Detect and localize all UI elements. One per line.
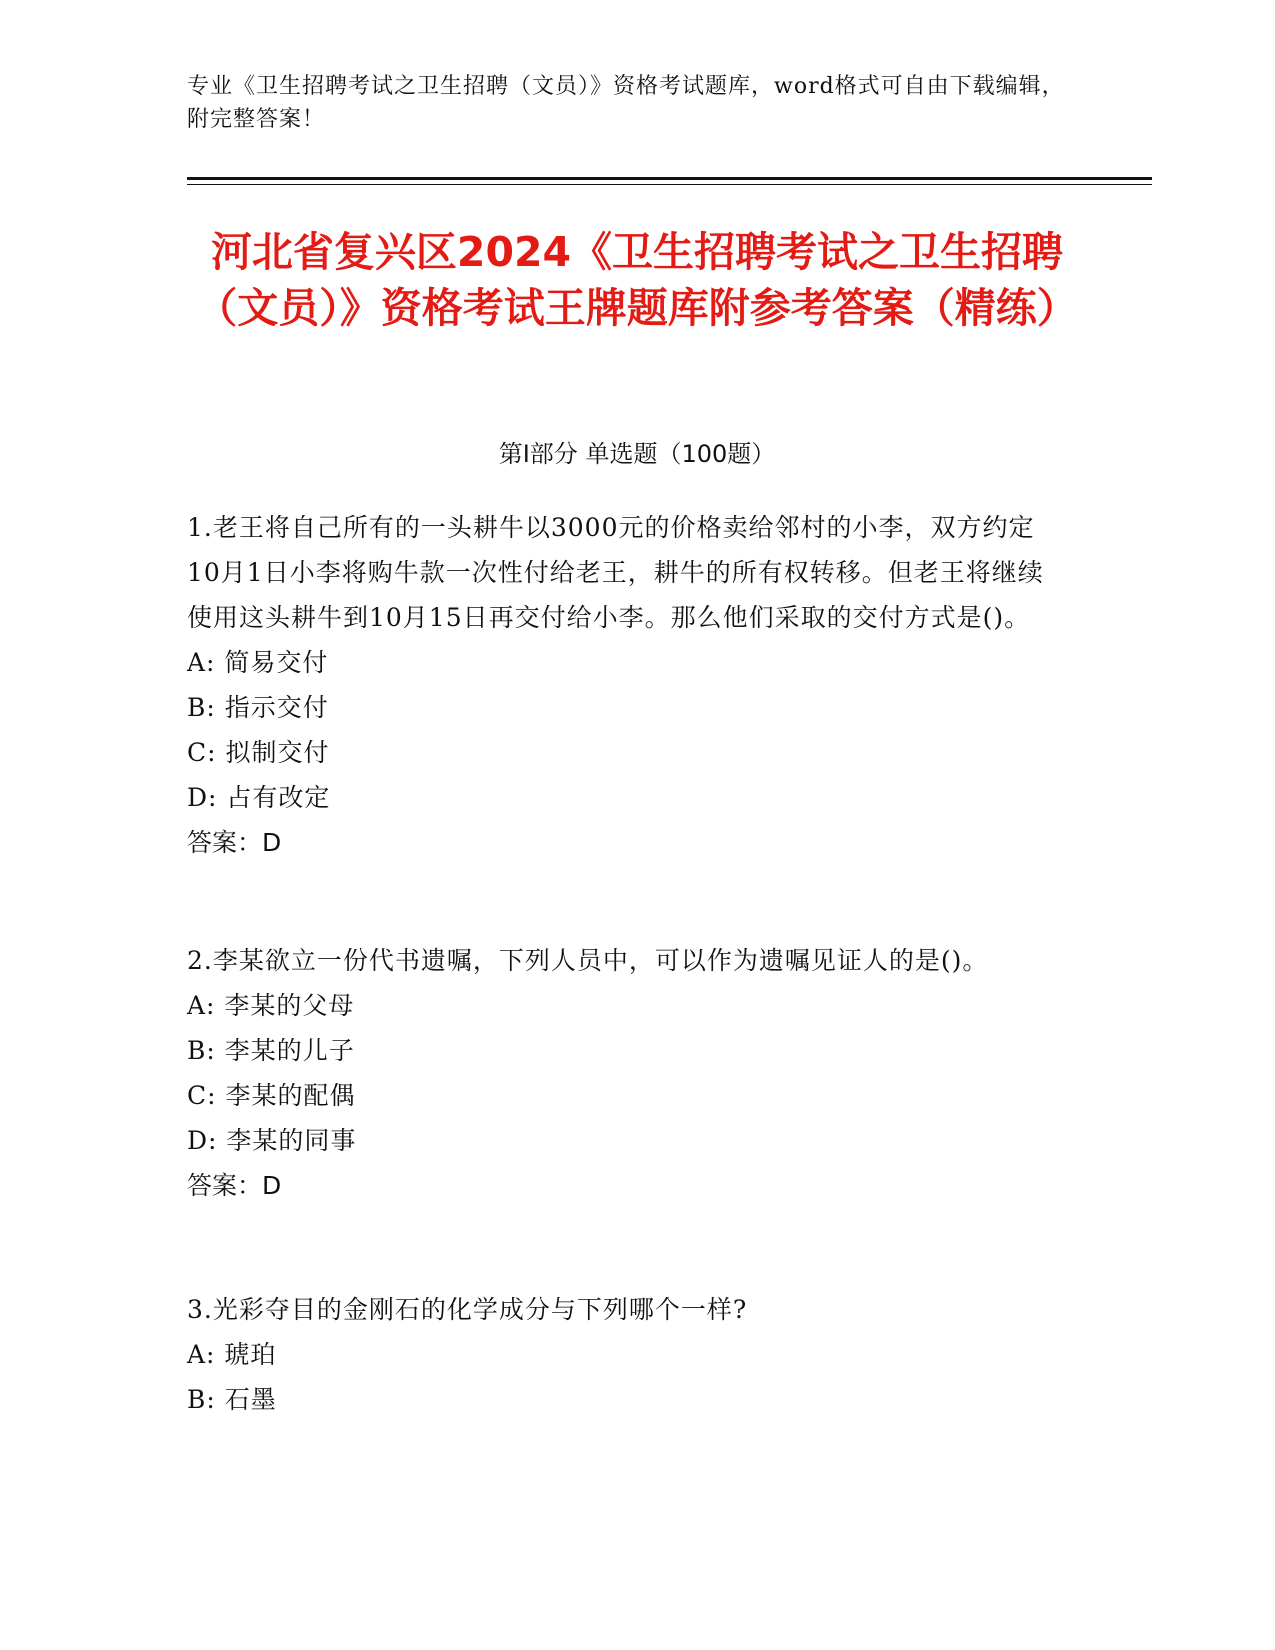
- header-divider-thin: [187, 184, 1152, 185]
- section-heading: 第I部分 单选题（100题）: [498, 440, 776, 468]
- option-a: A: 简易交付: [187, 648, 329, 677]
- option-b: B: 指示交付: [187, 693, 329, 722]
- answer: 答案：D: [187, 828, 282, 857]
- header-divider-thick: [187, 177, 1152, 180]
- option-b: B: 石墨: [187, 1385, 277, 1414]
- question-3: [187, 1287, 1067, 1422]
- option-a: A: 琥珀: [187, 1340, 277, 1369]
- question-2: [187, 938, 1067, 1208]
- header-note: 专业《卫生招聘考试之卫生招聘（文员）》资格考试题库，word格式可自由下载编辑，附完整答案！: [187, 74, 1065, 132]
- option-a: A: 李某的父母: [187, 991, 355, 1020]
- question-stem: 2.李某欲立一份代书遗嘱，下列人员中，可以作为遗嘱见证人的是()。: [187, 946, 989, 975]
- option-c: C: 李某的配偶: [187, 1081, 356, 1110]
- question-stem: 3.光彩夺目的金刚石的化学成分与下列哪个一样?: [187, 1295, 748, 1324]
- option-d: D: 占有改定: [187, 783, 331, 812]
- option-d: D: 李某的同事: [187, 1126, 357, 1155]
- question-stem: 1.老王将自己所有的一头耕牛以3000元的价格卖给邻村的小李，双方约定10月1日小李将购牛款一次性付给老王，耕牛的所有权转移。但老王将继续使用这头耕牛到10月15日再交付给小李。那么他们采取的交付方式是()。: [187, 513, 1044, 632]
- option-c: C: 拟制交付: [187, 738, 330, 767]
- answer: 答案：D: [187, 1171, 282, 1200]
- question-1: [187, 505, 1067, 865]
- document-title: 河北省复兴区2024《卫生招聘考试之卫生招聘（文员）》资格考试王牌题库附参考答案（精练）: [196, 228, 1078, 332]
- option-b: B: 李某的儿子: [187, 1036, 355, 1065]
